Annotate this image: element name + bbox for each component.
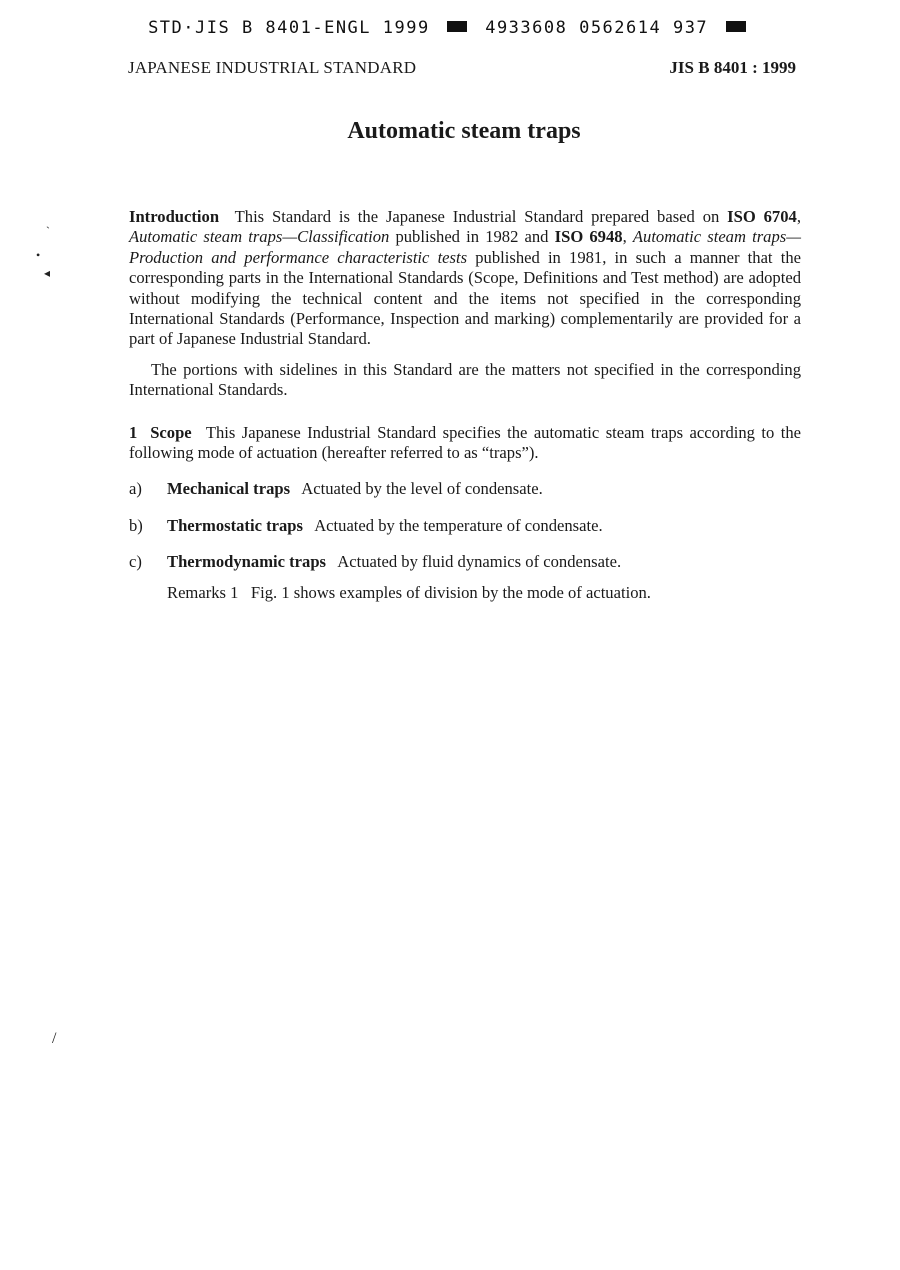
iso-reference: ISO 6704 (727, 207, 797, 226)
header-organization: JAPANESE INDUSTRIAL STANDARD (128, 58, 417, 77)
document-body (129, 207, 801, 603)
scan-mark: ◂ (44, 266, 51, 280)
page-title: Automatic steam traps (347, 118, 581, 144)
list-marker: a) (129, 479, 142, 499)
stamp-code: STD·JIS B 8401-ENGL 1999 (148, 18, 430, 38)
intro-text: This Standard is the Japanese Industrial Standard prepared based on (234, 207, 720, 226)
list-item (129, 552, 801, 572)
intro-text: published in 1982 and (395, 227, 549, 247)
document-stamp (0, 18, 900, 38)
intro-text: published in 1981, in such a manner that the corresponding parts in the International Standards (Scope, Definitions and Test method) are adopted without modifying the technical content and the items not specified in the corresponding International Standards (Performance, Inspection and marking) complementarily are provided for a part of Japanese Industrial Standard. (129, 247, 801, 349)
trap-term: Thermodynamic traps (167, 552, 327, 572)
scope-text: This Japanese Industrial Standard specifies the automatic steam traps according to the following mode of actuation (hereafter referred to as “traps”). (129, 422, 802, 463)
iso-reference: ISO 6948 (554, 227, 623, 247)
introduction-paragraph (129, 207, 801, 350)
portions-paragraph: The portions with sidelines in this Standard are the matters not specified in the corresponding International Standards. (129, 359, 801, 400)
scan-mark: / (52, 1030, 57, 1047)
list-item (129, 516, 801, 536)
iso-title: Automatic steam traps—Production and performance characteristic tests (129, 227, 801, 267)
iso-title: Automatic steam traps—Classification (129, 227, 390, 247)
remarks-text: Fig. 1 shows examples of division by the mode of actuation. (250, 582, 651, 602)
trap-term: Thermostatic traps (167, 515, 303, 535)
stamp-numbers: 4933608 0562614 937 (485, 18, 709, 38)
trap-term: Mechanical traps (167, 479, 291, 499)
list-marker: c) (129, 552, 142, 572)
list-marker: b) (129, 515, 143, 535)
header-standard-number: JIS B 8401 : 1999 (669, 58, 796, 77)
remarks-label: Remarks 1 (167, 582, 239, 602)
scope-paragraph (129, 423, 801, 464)
scan-mark: • (36, 248, 41, 262)
trap-description: Actuated by the temperature of condensate. (314, 515, 603, 535)
list-item (129, 479, 801, 499)
scope-heading: Scope (150, 422, 192, 442)
remarks-line (129, 583, 801, 603)
introduction-heading: Introduction (129, 207, 220, 226)
intro-text: , (796, 207, 801, 226)
scope-number: 1 (129, 422, 138, 442)
intro-text: , (622, 227, 627, 247)
stamp-bar (447, 21, 467, 32)
trap-description: Actuated by the level of condensate. (301, 479, 543, 499)
scan-mark: ˎ (46, 215, 50, 229)
stamp-bar (726, 21, 746, 32)
trap-description: Actuated by fluid dynamics of condensate. (337, 552, 622, 572)
